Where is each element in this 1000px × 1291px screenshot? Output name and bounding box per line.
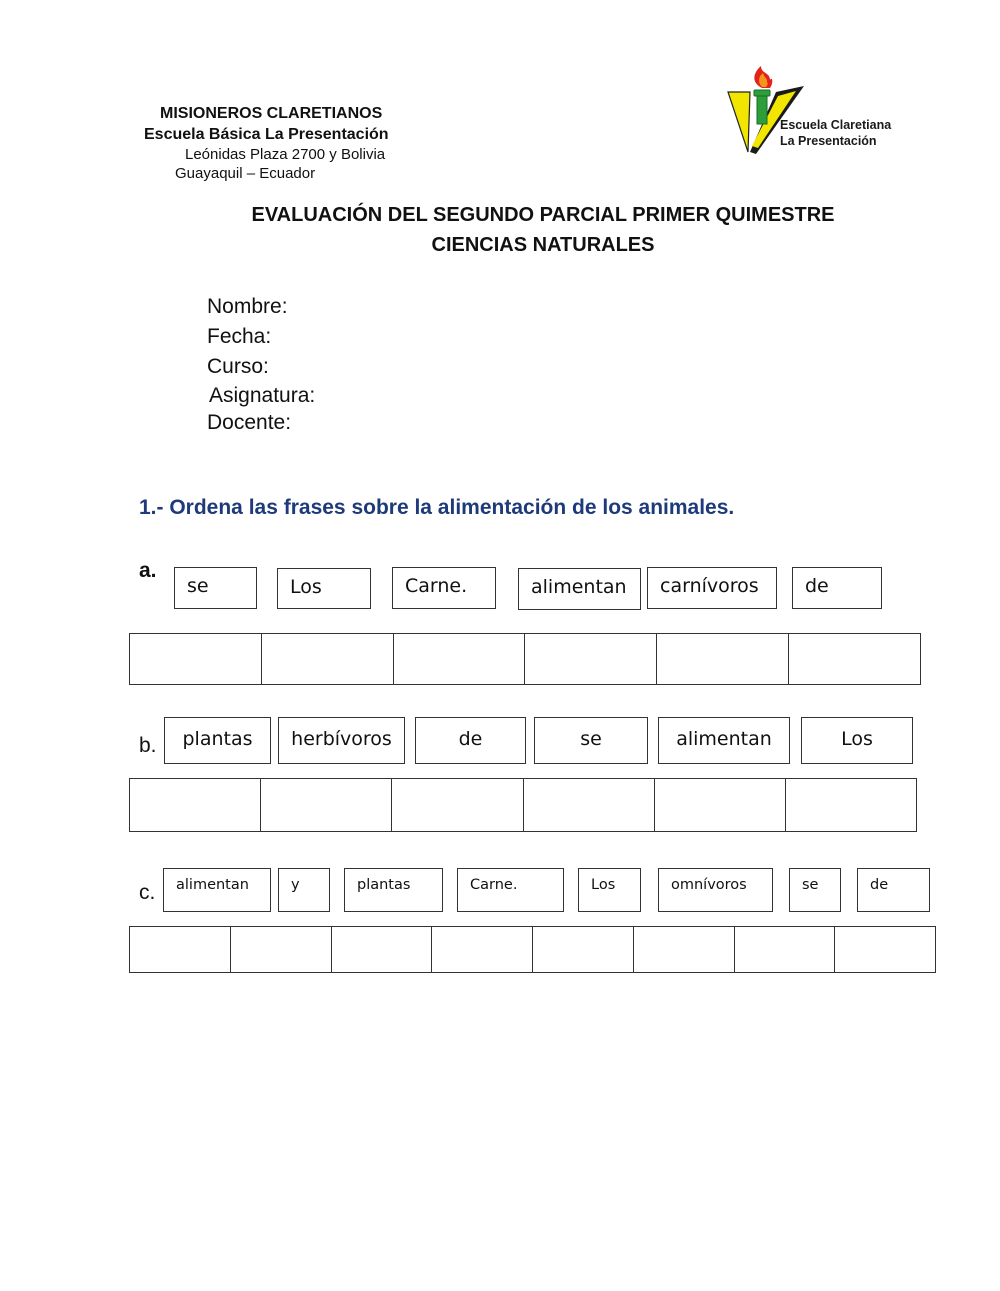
- answer-cell[interactable]: [789, 634, 920, 684]
- field-asignatura: Asignatura:: [209, 384, 316, 407]
- field-fecha: Fecha:: [207, 325, 272, 348]
- word-card[interactable]: Los: [801, 717, 913, 764]
- answer-row-a: [129, 633, 921, 685]
- field-docente: Docente:: [207, 411, 292, 434]
- answer-cell[interactable]: [262, 634, 394, 684]
- field-nombre: Nombre:: [207, 295, 288, 318]
- answer-cell[interactable]: [130, 634, 262, 684]
- word-card[interactable]: Carne.: [457, 868, 564, 912]
- answer-cell[interactable]: [655, 779, 786, 831]
- answer-cell[interactable]: [392, 779, 523, 831]
- word-card[interactable]: herbívoros: [278, 717, 405, 764]
- exam-subject: CIENCIAS NATURALES: [431, 234, 655, 256]
- answer-cell[interactable]: [835, 927, 935, 972]
- word-card[interactable]: Carne.: [392, 567, 496, 609]
- word-card[interactable]: de: [792, 567, 882, 609]
- word-card[interactable]: de: [415, 717, 526, 764]
- word-card[interactable]: alimentan: [518, 568, 641, 610]
- answer-cell[interactable]: [261, 779, 392, 831]
- item-c-label: c.: [139, 881, 156, 904]
- answer-cell[interactable]: [524, 779, 655, 831]
- answer-cell[interactable]: [130, 927, 231, 972]
- word-card[interactable]: y: [278, 868, 330, 912]
- word-card[interactable]: alimentan: [163, 868, 271, 912]
- org-name: MISIONEROS CLARETIANOS: [160, 105, 383, 122]
- word-card[interactable]: plantas: [344, 868, 443, 912]
- answer-cell[interactable]: [786, 779, 916, 831]
- answer-cell[interactable]: [735, 927, 836, 972]
- item-b-label: b.: [139, 734, 157, 757]
- word-card[interactable]: de: [857, 868, 930, 912]
- word-card[interactable]: se: [174, 567, 257, 609]
- answer-cell[interactable]: [432, 927, 533, 972]
- answer-cell[interactable]: [332, 927, 433, 972]
- school-logo: [726, 64, 906, 156]
- word-card[interactable]: se: [789, 868, 841, 912]
- field-curso: Curso:: [207, 355, 269, 378]
- answer-cell[interactable]: [394, 634, 526, 684]
- word-card[interactable]: Los: [277, 568, 371, 609]
- word-card[interactable]: alimentan: [658, 717, 790, 764]
- logo-line-2: La Presentación: [780, 134, 877, 148]
- answer-cell[interactable]: [657, 634, 789, 684]
- answer-row-b: [129, 778, 917, 832]
- word-card[interactable]: se: [534, 717, 648, 764]
- exam-title: EVALUACIÓN DEL SEGUNDO PARCIAL PRIMER QUIMESTRE: [251, 204, 835, 226]
- question-heading: 1.- Ordena las frases sobre la alimentación de los animales.: [139, 496, 735, 519]
- logo-line-1: Escuela Claretiana: [780, 118, 892, 132]
- word-card[interactable]: plantas: [164, 717, 271, 764]
- answer-cell[interactable]: [525, 634, 657, 684]
- answer-cell[interactable]: [634, 927, 735, 972]
- word-card[interactable]: omnívoros: [658, 868, 773, 912]
- school-name: Escuela Básica La Presentación: [144, 126, 389, 143]
- school-address: Leónidas Plaza 2700 y Bolivia: [185, 146, 386, 163]
- answer-cell[interactable]: [130, 779, 261, 831]
- answer-row-c: [129, 926, 936, 973]
- answer-cell[interactable]: [533, 927, 634, 972]
- word-card[interactable]: carnívoros: [647, 567, 777, 609]
- school-city: Guayaquil – Ecuador: [175, 165, 316, 182]
- item-a-label: a.: [139, 559, 157, 582]
- answer-cell[interactable]: [231, 927, 332, 972]
- word-card[interactable]: Los: [578, 868, 641, 912]
